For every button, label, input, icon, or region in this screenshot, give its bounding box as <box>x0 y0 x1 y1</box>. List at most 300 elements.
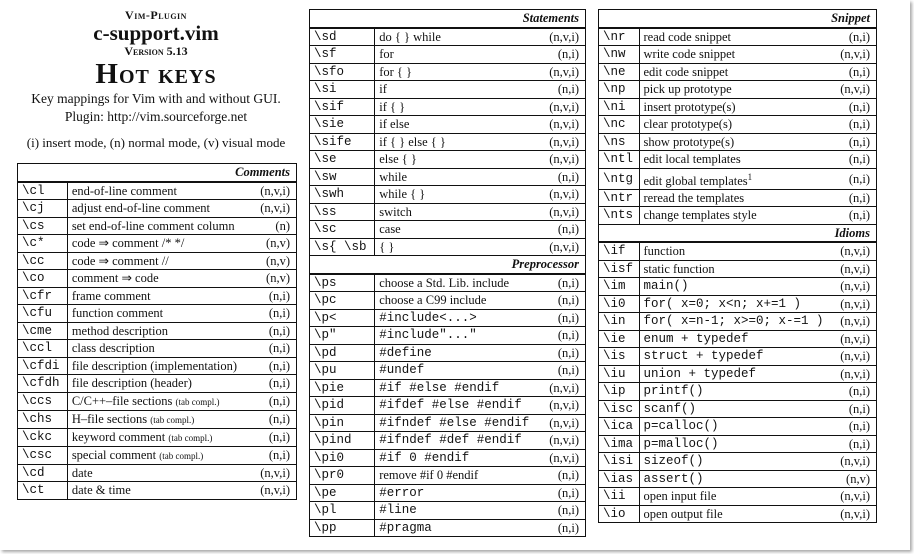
hotkey: \cd <box>18 464 68 482</box>
description-text: file description (implementation) <box>71 358 238 373</box>
comments-section <box>18 164 297 500</box>
hotkey-description <box>67 410 253 428</box>
hotkey-description <box>67 392 253 410</box>
snippet-title-row <box>599 10 877 28</box>
mode-list: (n,v,i) <box>543 432 586 450</box>
hotkey-description <box>67 357 253 375</box>
hotkey-row <box>310 362 586 380</box>
hotkey-description <box>375 186 543 204</box>
mode-list: (n,v,i) <box>543 63 586 81</box>
mode-list: (n,v,i) <box>835 81 877 99</box>
hotkey-row <box>310 168 586 186</box>
hotkey: \i0 <box>599 295 640 313</box>
hotkey-description <box>375 519 543 537</box>
mode-list: (n,i) <box>253 392 296 410</box>
hotkey-description <box>67 340 253 358</box>
section-title: Idioms <box>599 224 877 242</box>
hotkey-description <box>375 379 543 397</box>
hotkey-row <box>599 435 877 453</box>
description-text: while <box>379 169 407 184</box>
description-text: pick up prototype <box>643 82 732 97</box>
section-title: Statements <box>310 10 586 28</box>
mode-list: (n,i) <box>835 151 877 169</box>
hotkey: \p" <box>310 327 375 345</box>
mode-list: (n,i) <box>835 435 877 453</box>
hotkey: \sfo <box>310 63 375 81</box>
description-text: else { } <box>379 152 417 167</box>
mode-list: (n,v,i) <box>543 449 586 467</box>
tab-completion-note: (tab compl.) <box>150 414 195 425</box>
mode-list: (n,v,i) <box>543 151 586 169</box>
mode-list: (n,i) <box>543 46 586 64</box>
hotkey: \cl <box>18 182 68 200</box>
mode-list: (n,i) <box>543 519 586 537</box>
preprocessor-title-row <box>310 256 586 274</box>
page-title: Hot keys <box>95 58 217 90</box>
description-line: Key mappings for Vim with and without GUI. <box>31 91 281 106</box>
hotkey-description <box>639 330 835 348</box>
description-text: p=calloc() <box>643 419 719 434</box>
hotkey-description <box>639 28 835 46</box>
mode-list: (n,v,i) <box>543 98 586 116</box>
mode-list: (n,i) <box>543 467 586 485</box>
comments-title-row <box>18 164 297 182</box>
hotkey-row <box>599 151 877 169</box>
mode-list: (n,i) <box>253 305 296 323</box>
description-text: function <box>643 244 686 259</box>
description-text: set end-of-line comment column <box>71 218 235 233</box>
hotkey-description <box>67 217 253 235</box>
hotkey-row <box>18 217 297 235</box>
hotkey-row <box>599 189 877 207</box>
hotkey-description <box>639 278 835 296</box>
description-text: if { } <box>379 99 406 114</box>
hotkey-row <box>599 330 877 348</box>
hotkey: \sc <box>310 221 375 239</box>
statements-title-row <box>310 10 586 28</box>
hotkey: \ias <box>599 470 640 488</box>
hotkey: \cfdh <box>18 375 68 393</box>
description-text: printf() <box>643 384 704 399</box>
hotkey-row <box>310 484 586 502</box>
hotkey-row <box>18 182 297 200</box>
hotkey-description <box>639 168 835 189</box>
hotkey-description <box>639 383 835 401</box>
tab-completion-note: (tab compl.) <box>175 396 220 407</box>
description-text: enum + typedef <box>643 331 749 346</box>
hotkey-description <box>639 242 835 260</box>
hotkey-description <box>67 252 253 270</box>
mode-list: (n,i) <box>543 502 586 520</box>
hotkey-row <box>310 46 586 64</box>
mode-list: (n,v,i) <box>253 464 296 482</box>
hotkey: \io <box>599 505 640 523</box>
description-text: code ⇒ comment // <box>71 253 169 268</box>
hotkey: \ni <box>599 98 640 116</box>
description-text: if else <box>379 117 410 132</box>
hotkey-row <box>599 400 877 418</box>
mode-list: (n,i) <box>835 116 877 134</box>
hotkey-description <box>639 260 835 278</box>
mode-list: (n,v,i) <box>835 505 877 523</box>
description-text: choose a C99 include <box>379 293 487 308</box>
hotkey: \pp <box>310 519 375 537</box>
description-text: end-of-line comment <box>71 183 177 198</box>
mode-list: (n,v,i) <box>543 133 586 151</box>
hotkey-row <box>599 365 877 383</box>
hotkey-description <box>639 151 835 169</box>
plugin-label: Vim-Plugin <box>125 8 187 22</box>
hotkey-description <box>67 287 253 305</box>
hotkey-row <box>599 313 877 331</box>
hotkey-description <box>375 327 543 345</box>
hotkey-row <box>18 410 297 428</box>
hotkey-row <box>310 274 586 292</box>
mode-list: (n,i) <box>543 168 586 186</box>
hotkey-row <box>310 203 586 221</box>
hotkey-description <box>375 151 543 169</box>
hotkey-description <box>67 182 253 200</box>
hotkey: \chs <box>18 410 68 428</box>
hotkey-description <box>639 81 835 99</box>
hotkey-row <box>18 252 297 270</box>
hotkey-row <box>310 133 586 151</box>
mode-list: (n,v,i) <box>543 379 586 397</box>
mode-list: (n,v,i) <box>835 348 877 366</box>
hotkey: \csc <box>18 446 68 464</box>
description-text: file description (header) <box>71 376 192 391</box>
mode-list: (n,v,i) <box>835 242 877 260</box>
hotkey-description <box>375 81 543 99</box>
mode-list: (n,v,i) <box>543 238 586 256</box>
description-text: date <box>71 465 93 480</box>
mode-list: (n,v,i) <box>835 46 877 64</box>
hotkey: \cfdi <box>18 357 68 375</box>
mode-list: (n,i) <box>835 98 877 116</box>
description-text: change templates style <box>643 208 757 223</box>
hotkey-row <box>18 340 297 358</box>
description-text: switch <box>379 204 412 219</box>
hotkey-description <box>639 348 835 366</box>
hotkey-row <box>310 81 586 99</box>
mode-list: (n,i) <box>543 274 586 292</box>
idioms-title-row <box>599 224 877 242</box>
hotkey: \p< <box>310 309 375 327</box>
hotkey-row <box>599 46 877 64</box>
description-text: H–file sections <box>71 411 148 426</box>
hotkey: \se <box>310 151 375 169</box>
hotkey-description <box>375 274 543 292</box>
hotkey-row <box>310 432 586 450</box>
hotkey-row <box>18 375 297 393</box>
hotkey-description <box>67 322 253 340</box>
hotkey-row <box>599 505 877 523</box>
hotkey-row <box>18 357 297 375</box>
description-text: if <box>379 82 387 97</box>
hotkey-description <box>375 98 543 116</box>
hotkey-row <box>310 344 586 362</box>
mode-list: (n,i) <box>835 400 877 418</box>
description-text: code ⇒ comment /* */ <box>71 236 185 251</box>
description-text: #ifndef #def #endif <box>379 433 522 448</box>
description-text: #ifdef #else #endif <box>379 398 522 413</box>
mode-list: (n,i) <box>253 410 296 428</box>
description-text: C/C++–file sections <box>71 393 173 408</box>
hotkey-description <box>375 133 543 151</box>
card-header <box>16 8 296 151</box>
hotkey-description <box>375 292 543 310</box>
hotkey: \in <box>599 313 640 331</box>
mode-list: (n,v,i) <box>543 203 586 221</box>
hotkey-row <box>310 186 586 204</box>
hotkey-row <box>310 467 586 485</box>
hotkey: \s{ \sb <box>310 238 375 256</box>
hotkey: \nts <box>599 207 640 225</box>
description-text: comment ⇒ code <box>71 271 159 286</box>
description-text: for( x=0; x<n; x+=1 ) <box>643 296 802 311</box>
hotkey-row <box>599 242 877 260</box>
snippet-table <box>598 9 877 523</box>
hotkey-description <box>375 397 543 415</box>
mode-list: (n,v,i) <box>835 330 877 348</box>
description-text: main() <box>643 279 689 294</box>
description-text: read code snippet <box>643 29 731 44</box>
mode-list: (n,v,i) <box>253 200 296 218</box>
hotkey-row <box>18 482 297 500</box>
hotkey-row <box>599 63 877 81</box>
hotkey-row <box>18 305 297 323</box>
hotkey: \ccs <box>18 392 68 410</box>
hotkey: \ct <box>18 482 68 500</box>
hotkey-row <box>599 98 877 116</box>
mode-list: (n,v) <box>253 270 296 288</box>
hotkey-row <box>599 168 877 189</box>
mode-list: (n,i) <box>835 133 877 151</box>
description-text: keyword comment <box>71 429 166 444</box>
hotkey-description <box>375 238 543 256</box>
section-title: Comments <box>18 164 297 182</box>
hotkey-description <box>639 400 835 418</box>
description-text: sizeof() <box>643 454 704 469</box>
hotkey: \ss <box>310 203 375 221</box>
statements-table <box>309 9 586 537</box>
plugin-name: c-support.vim <box>93 21 219 45</box>
hotkey: \isf <box>599 260 640 278</box>
description-text: #define <box>379 345 432 360</box>
hotkey-description <box>639 207 835 225</box>
hotkey-description <box>639 365 835 383</box>
mode-list: (n,v,i) <box>835 365 877 383</box>
hotkey-row <box>599 28 877 46</box>
hotkey-row <box>310 151 586 169</box>
mode-list: (n,i) <box>253 375 296 393</box>
hotkey-row <box>599 470 877 488</box>
hotkey-description <box>375 484 543 502</box>
hotkey: \iu <box>599 365 640 383</box>
hotkey-description <box>375 221 543 239</box>
mode-list: (n,v,i) <box>835 260 877 278</box>
hotkey-description <box>375 467 543 485</box>
hotkey: \pl <box>310 502 375 520</box>
hotkey-description <box>639 470 835 488</box>
hotkey: \ip <box>599 383 640 401</box>
preprocessor-section <box>310 256 586 537</box>
hotkey: \ps <box>310 274 375 292</box>
hotkey: \ntr <box>599 189 640 207</box>
footnote-marker: 1 <box>747 171 753 182</box>
hotkey-description <box>639 418 835 436</box>
hotkey-row <box>599 133 877 151</box>
hotkey: \pr0 <box>310 467 375 485</box>
mode-list: (n,i) <box>253 446 296 464</box>
hotkey-description <box>67 235 253 253</box>
hotkey-row <box>18 200 297 218</box>
hotkey: \isc <box>599 400 640 418</box>
hotkey-row <box>310 449 586 467</box>
hotkey-description <box>67 270 253 288</box>
description-text: scanf() <box>643 401 697 416</box>
hotkey: \ica <box>599 418 640 436</box>
hotkey: \pd <box>310 344 375 362</box>
snippet-section <box>599 10 877 225</box>
mode-list: (n,v) <box>253 235 296 253</box>
description-text: for( x=n-1; x>=0; x-=1 ) <box>643 314 824 329</box>
mode-list: (n,v,i) <box>543 414 586 432</box>
hotkey-row <box>310 327 586 345</box>
description-text: assert() <box>643 471 704 486</box>
mode-list: (n,i) <box>543 292 586 310</box>
hotkey-row <box>599 383 877 401</box>
hotkey: \nw <box>599 46 640 64</box>
mode-list: (n,v,i) <box>835 313 877 331</box>
mode-list: (n,v,i) <box>543 397 586 415</box>
hotkey: \c* <box>18 235 68 253</box>
hotkey: \cs <box>18 217 68 235</box>
statements-section <box>310 10 586 256</box>
hotkey-description <box>639 313 835 331</box>
description-text: write code snippet <box>643 47 736 62</box>
description-text: for <box>379 47 394 62</box>
hotkey-row <box>18 464 297 482</box>
description-text: special comment <box>71 447 157 462</box>
description-text: #include<...> <box>379 310 477 325</box>
hotkey-description <box>67 305 253 323</box>
description-text: union + typedef <box>643 366 757 381</box>
hotkey-row <box>18 235 297 253</box>
hotkey-description <box>375 203 543 221</box>
description-text: edit local templates <box>643 152 741 167</box>
hotkey-row <box>310 519 586 537</box>
hotkey-description <box>639 133 835 151</box>
description-text: frame comment <box>71 288 151 303</box>
hotkey-description <box>639 46 835 64</box>
mode-list: (n,v,i) <box>543 116 586 134</box>
description-text: case <box>379 222 401 237</box>
hotkey-description <box>375 116 543 134</box>
modes-legend: (i) insert mode, (n) normal mode, (v) visual mode <box>26 135 286 150</box>
mode-list: (n,i) <box>835 418 877 436</box>
mode-list: (n,v,i) <box>835 278 877 296</box>
hotkey-description <box>67 428 253 446</box>
hotkey-description <box>639 98 835 116</box>
mode-list: (n,v) <box>835 470 877 488</box>
hotkey-description <box>67 482 253 500</box>
mode-list: (n,v,i) <box>835 453 877 471</box>
hotkey-row <box>310 397 586 415</box>
hotkey: \ie <box>599 330 640 348</box>
hotkey: \pie <box>310 379 375 397</box>
description-text: clear prototype(s) <box>643 117 733 132</box>
description-text: for { } <box>379 64 413 79</box>
mode-list: (n,i) <box>835 189 877 207</box>
description-text: date & time <box>71 483 131 498</box>
mode-list: (n,i) <box>253 322 296 340</box>
hotkey: \si <box>310 81 375 99</box>
description-text: #ifndef #else #endif <box>379 415 530 430</box>
description-text: if { } else { } <box>379 134 446 149</box>
hotkey-row <box>18 392 297 410</box>
mode-list: (n,i) <box>543 484 586 502</box>
hotkey-description <box>375 344 543 362</box>
description-text: struct + typedef <box>643 349 764 364</box>
mode-list: (n,v,i) <box>253 482 296 500</box>
description-text: open input file <box>643 489 717 504</box>
hotkey-row <box>599 278 877 296</box>
tab-completion-note: (tab compl.) <box>168 432 213 443</box>
hotkey-description <box>375 502 543 520</box>
mode-list: (n,i) <box>543 344 586 362</box>
mode-list: (n,i) <box>543 362 586 380</box>
hotkey: \ntl <box>599 151 640 169</box>
hotkey-row <box>599 260 877 278</box>
hotkey-description <box>639 488 835 506</box>
comments-table <box>17 163 297 500</box>
hotkey: \cj <box>18 200 68 218</box>
description-text: choose a Std. Lib. include <box>379 275 510 290</box>
description-text: show prototype(s) <box>643 134 735 149</box>
hotkey-row <box>599 207 877 225</box>
mode-list: (n,i) <box>835 63 877 81</box>
mode-list: (n,v,i) <box>543 186 586 204</box>
hotkey: \pin <box>310 414 375 432</box>
hotkey: \pe <box>310 484 375 502</box>
hotkey-row <box>310 379 586 397</box>
hotkey: \ima <box>599 435 640 453</box>
tab-completion-note: (tab compl.) <box>159 450 204 461</box>
hotkey-description <box>375 168 543 186</box>
mode-list: (n,i) <box>543 309 586 327</box>
hotkey-row <box>599 116 877 134</box>
hotkey-row <box>599 488 877 506</box>
hotkey: \pc <box>310 292 375 310</box>
description-text: method description <box>71 323 168 338</box>
hotkey: \nr <box>599 28 640 46</box>
description-text: function comment <box>71 306 164 321</box>
hotkey: \ckc <box>18 428 68 446</box>
description-text: while { } <box>379 187 426 202</box>
description-text: remove #if 0 #endif <box>379 468 479 483</box>
hotkey: \sw <box>310 168 375 186</box>
description-text: p=malloc() <box>643 436 719 451</box>
plugin-url-line: Plugin: http://vim.sourceforge.net <box>64 109 248 124</box>
hotkey-description <box>375 432 543 450</box>
hotkey-description <box>375 309 543 327</box>
description-text: #line <box>379 503 417 518</box>
hotkey: \isi <box>599 453 640 471</box>
hotkey-description <box>67 464 253 482</box>
hotkey-description <box>375 28 543 46</box>
hotkey-description <box>639 505 835 523</box>
